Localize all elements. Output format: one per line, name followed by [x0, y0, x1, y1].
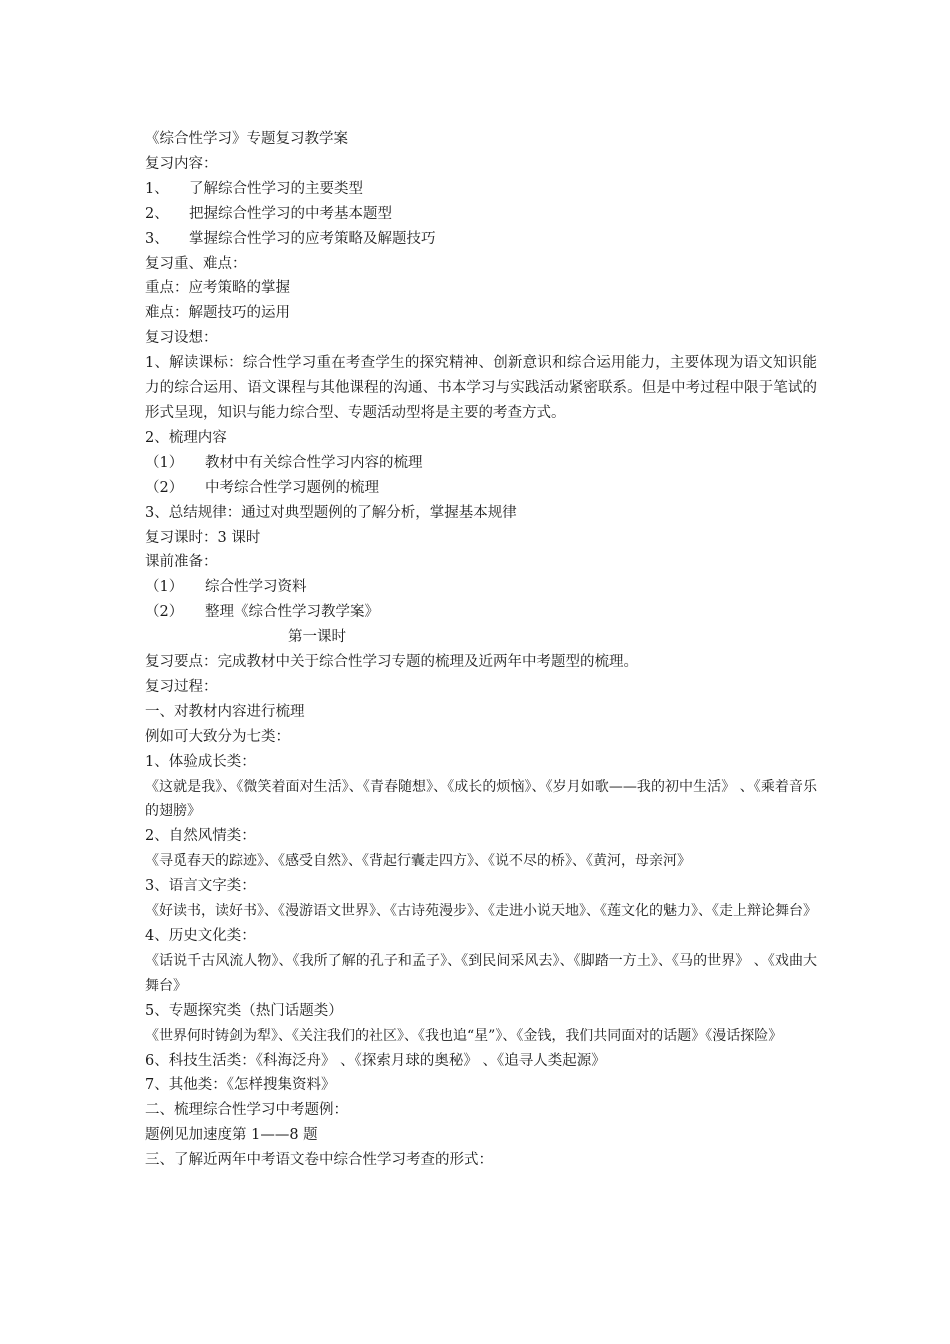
- category-other: 7、其他类：《怎样搜集资料》: [145, 1077, 336, 1094]
- section-heading: 复习过程：: [145, 678, 218, 695]
- list-text: 了解综合性学习的主要类型: [189, 180, 363, 197]
- category-name: 3、语言文字类：: [145, 878, 256, 895]
- example-reference: 题例见加速度第 1——8 题: [145, 1127, 318, 1144]
- list-item: [145, 177, 817, 202]
- category-name: 5、专题探究类（热门话题类）: [145, 1002, 343, 1019]
- list-item: [145, 451, 817, 476]
- list-number: 1、: [145, 180, 169, 197]
- focus-point: 重点：应考策略的掌握: [145, 280, 290, 297]
- intro-text: 例如可大致分为七类：: [145, 728, 290, 745]
- subsection-heading: 一、对教材内容进行梳理: [145, 703, 305, 720]
- list-text: 整理《综合性学习教学案》: [205, 604, 379, 621]
- list-text: 综合性学习资料: [205, 579, 307, 596]
- category-works: 《话说千古风流人物》、《我所了解的孔子和孟子》、《到民间采风去》、《脚踏一方土》、《马的世界》 、《戏曲大舞台》: [145, 952, 817, 994]
- list-item: [145, 227, 817, 252]
- paragraph-sort-content: 2、梳理内容: [145, 429, 227, 446]
- list-number: （1）: [145, 579, 184, 596]
- list-text: 中考综合性学习题例的梳理: [205, 479, 379, 496]
- category-works: 《好读书，读好书》、《漫游语文世界》、《古诗苑漫步》、《走进小说天地》、《莲文化的魅力》、《走上辩论舞台》: [145, 903, 817, 920]
- class-hours: 复习课时：3 课时: [145, 529, 261, 546]
- subsection-heading: 三、了解近两年中考语文卷中综合性学习考查的形式：: [145, 1152, 493, 1169]
- list-number: （2）: [145, 604, 184, 621]
- section-heading: 复习设想：: [145, 330, 218, 347]
- category-works: 《这就是我》、《微笑着面对生活》、《青春随想》、《成长的烦恼》、《岁月如歌——我的初中生活》 、《乘着音乐的翅膀》: [145, 778, 817, 820]
- section-heading: 课前准备：: [145, 554, 218, 571]
- list-text: 教材中有关综合性学习内容的梳理: [205, 454, 423, 471]
- list-number: 2、: [145, 205, 169, 222]
- document-body: [145, 127, 817, 1173]
- paragraph-curriculum: 1、解读课标：综合性学习重在考查学生的探究精神、创新意识和综合运用能力，主要体现为语文知识能力的综合运用、语文课程与其他课程的沟通、书本学习与实践活动紧密联系。但是中考过程中限于笔试的形式呈现，知识与能力综合型、专题活动型将是主要的考查方式。: [145, 355, 817, 421]
- section-heading: 复习重、难点：: [145, 255, 247, 272]
- list-text: 把握综合性学习的中考基本题型: [189, 205, 392, 222]
- subsection-heading: 二、梳理综合性学习中考题例：: [145, 1102, 348, 1119]
- list-item: [145, 202, 817, 227]
- list-number: （1）: [145, 454, 184, 471]
- lesson-heading: 第一课时: [288, 629, 346, 646]
- paragraph-summary: 3、总结规律：通过对典型题例的了解分析，掌握基本规律: [145, 504, 517, 521]
- category-name: 2、自然风情类：: [145, 828, 256, 845]
- list-number: （2）: [145, 479, 184, 496]
- category-tech-life: 6、科技生活类：《科海泛舟》 、《探索月球的奥秘》 、《追寻人类起源》: [145, 1052, 606, 1069]
- category-works: 《寻觅春天的踪迹》、《感受自然》、《背起行囊走四方》、《说不尽的桥》、《黄河，母亲河》: [145, 853, 691, 870]
- list-item: [145, 600, 817, 625]
- document-title: 《综合性学习》专题复习教学案: [145, 131, 348, 147]
- category-name: 1、体验成长类：: [145, 753, 256, 770]
- list-text: 掌握综合性学习的应考策略及解题技巧: [189, 230, 436, 247]
- category-name: 4、历史文化类：: [145, 928, 256, 944]
- review-points: 复习要点：完成教材中关于综合性学习专题的梳理及近两年中考题型的梳理。: [145, 654, 638, 671]
- list-item: [145, 476, 817, 501]
- list-number: 3、: [145, 230, 169, 247]
- list-item: [145, 575, 817, 600]
- section-heading: 复习内容：: [145, 155, 218, 172]
- difficulty-point: 难点：解题技巧的运用: [145, 305, 290, 322]
- category-works: 《世界何时铸剑为犁》、《关注我们的社区》、《我也追“星”》、《金钱，我们共同面对的话题》《漫话探险》: [145, 1027, 783, 1044]
